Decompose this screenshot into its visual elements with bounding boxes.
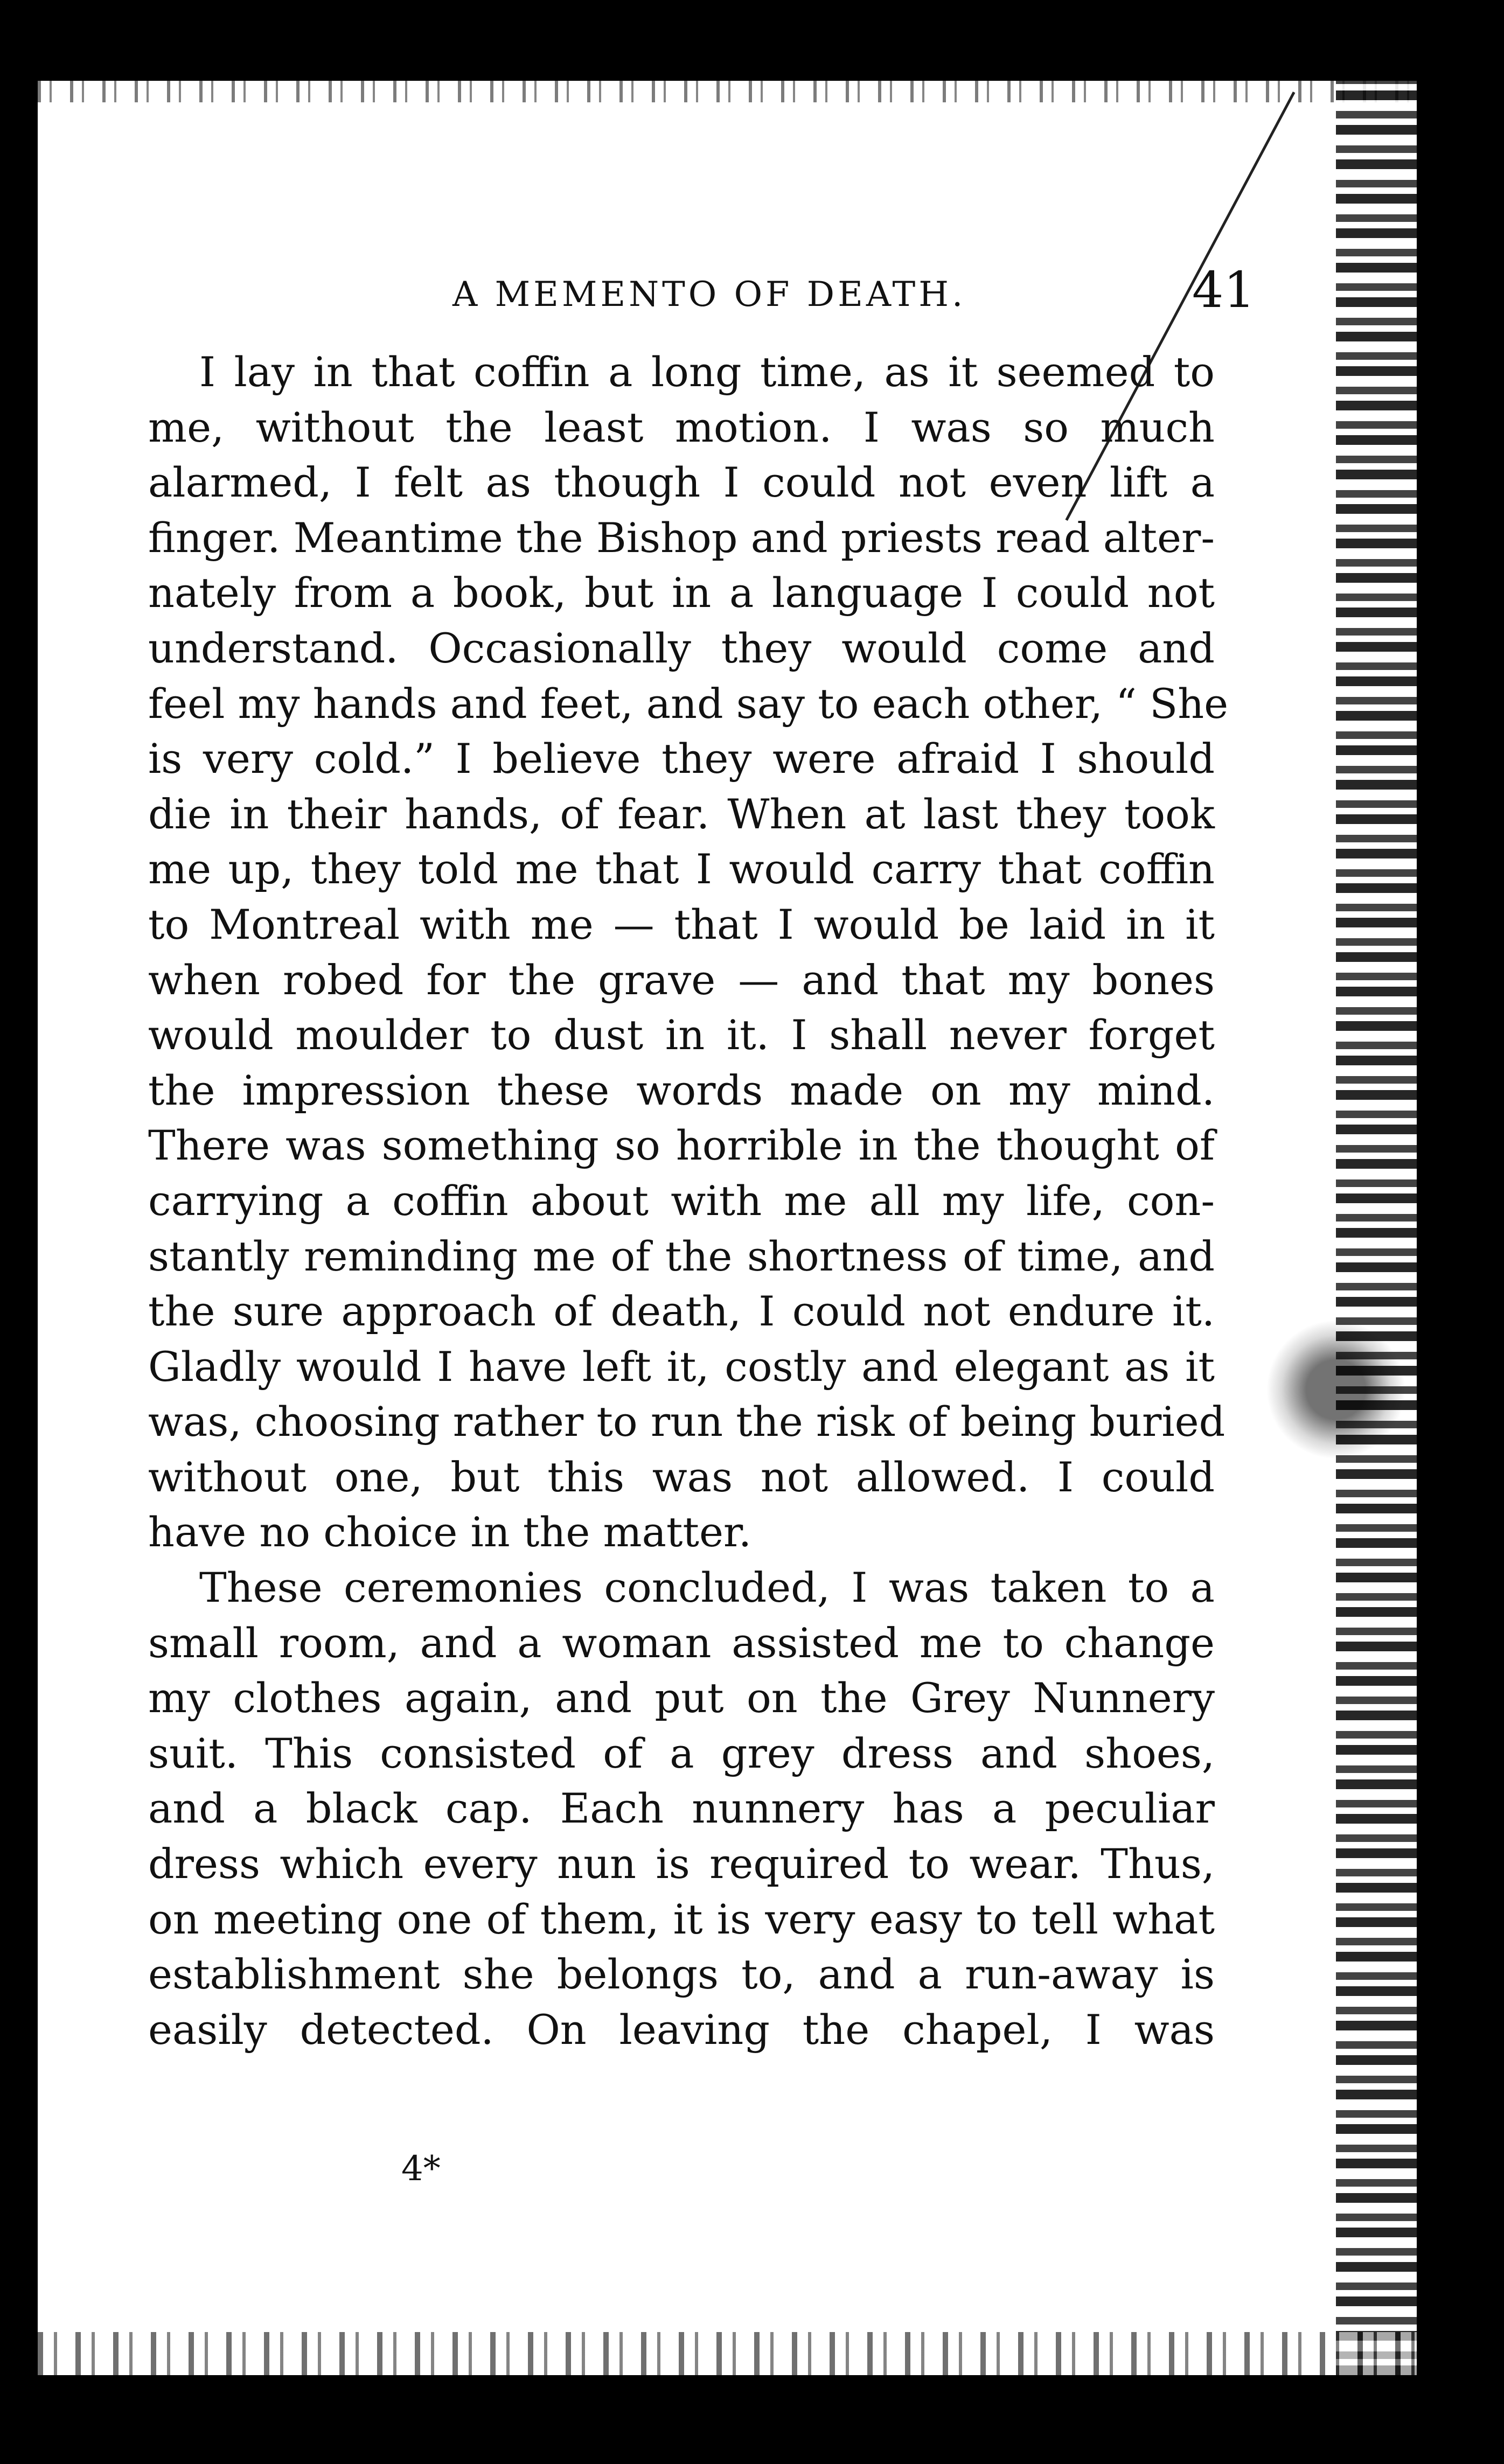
text-line: dress which every nun is required to wear. Thus,: [148, 1840, 1215, 1888]
text-line: was, choosing rather to run the risk of being buried: [148, 1398, 1226, 1446]
text-line: me, without the least motion. I was so much: [148, 403, 1215, 451]
text-line: is very cold.” I believe they were afraid I should: [148, 735, 1215, 783]
text-line: die in their hands, of fear. When at last they took: [148, 790, 1215, 838]
text-line: suit. This consisted of a grey dress and shoes,: [148, 1729, 1215, 1777]
scan-edge-noise: [1336, 81, 1417, 2375]
text-line: the sure approach of death, I could not endure it.: [148, 1287, 1215, 1336]
text-line: I lay in that coffin a long time, as it seemed to: [199, 348, 1215, 396]
text-line: stantly reminding me of the shortness of time, and: [148, 1232, 1215, 1280]
text-line: nately from a book, but in a language I could not: [148, 569, 1215, 617]
text-line: alarmed, I felt as though I could not even lift a: [148, 458, 1215, 507]
text-line: and a black cap. Each nunnery has a peculiar: [148, 1784, 1215, 1833]
text-line: the impression these words made on my mind.: [148, 1066, 1215, 1114]
text-line: easily detected. On leaving the chapel, I was: [148, 2005, 1215, 2054]
text-line: understand. Occasionally they would come and: [148, 624, 1215, 672]
page-header: [415, 261, 1255, 320]
running-head: A MEMENTO OF DEATH.: [452, 275, 966, 315]
text-line: There was something so horrible in the thought of: [148, 1121, 1215, 1170]
text-line: when robed for the grave — and that my bones: [148, 955, 1215, 1004]
page-number: 41: [1192, 261, 1255, 319]
text-line: have no choice in the matter.: [148, 1508, 752, 1556]
body-text: [148, 345, 1229, 2057]
signature-mark: 4*: [401, 2149, 441, 2189]
text-line: to Montreal with me — that I would be laid in it: [148, 900, 1215, 948]
text-line: would moulder to dust in it. I shall never forget: [148, 1011, 1215, 1059]
text-line: my clothes again, and put on the Grey Nunnery: [148, 1674, 1215, 1722]
text-line: on meeting one of them, it is very easy to tell what: [148, 1895, 1215, 1943]
text-line: finger. Meantime the Bishop and priests read alter-: [148, 513, 1215, 562]
text-line: without one, but this was not allowed. I could: [148, 1453, 1215, 1501]
text-line: carrying a coffin about with me all my life, con-: [148, 1176, 1215, 1225]
text-line: me up, they told me that I would carry that coffin: [148, 845, 1215, 894]
text-line: These ceremonies concluded, I was taken to a: [199, 1563, 1215, 1612]
text-line: Gladly would I have left it, costly and elegant as it: [148, 1342, 1215, 1391]
text-line: small room, and a woman assisted me to change: [148, 1618, 1215, 1667]
text-line: establishment she belongs to, and a run-away is: [148, 1950, 1215, 1999]
ink-smudge: [1266, 1320, 1406, 1460]
text-line: feel my hands and feet, and say to each other, “ She: [148, 679, 1229, 728]
